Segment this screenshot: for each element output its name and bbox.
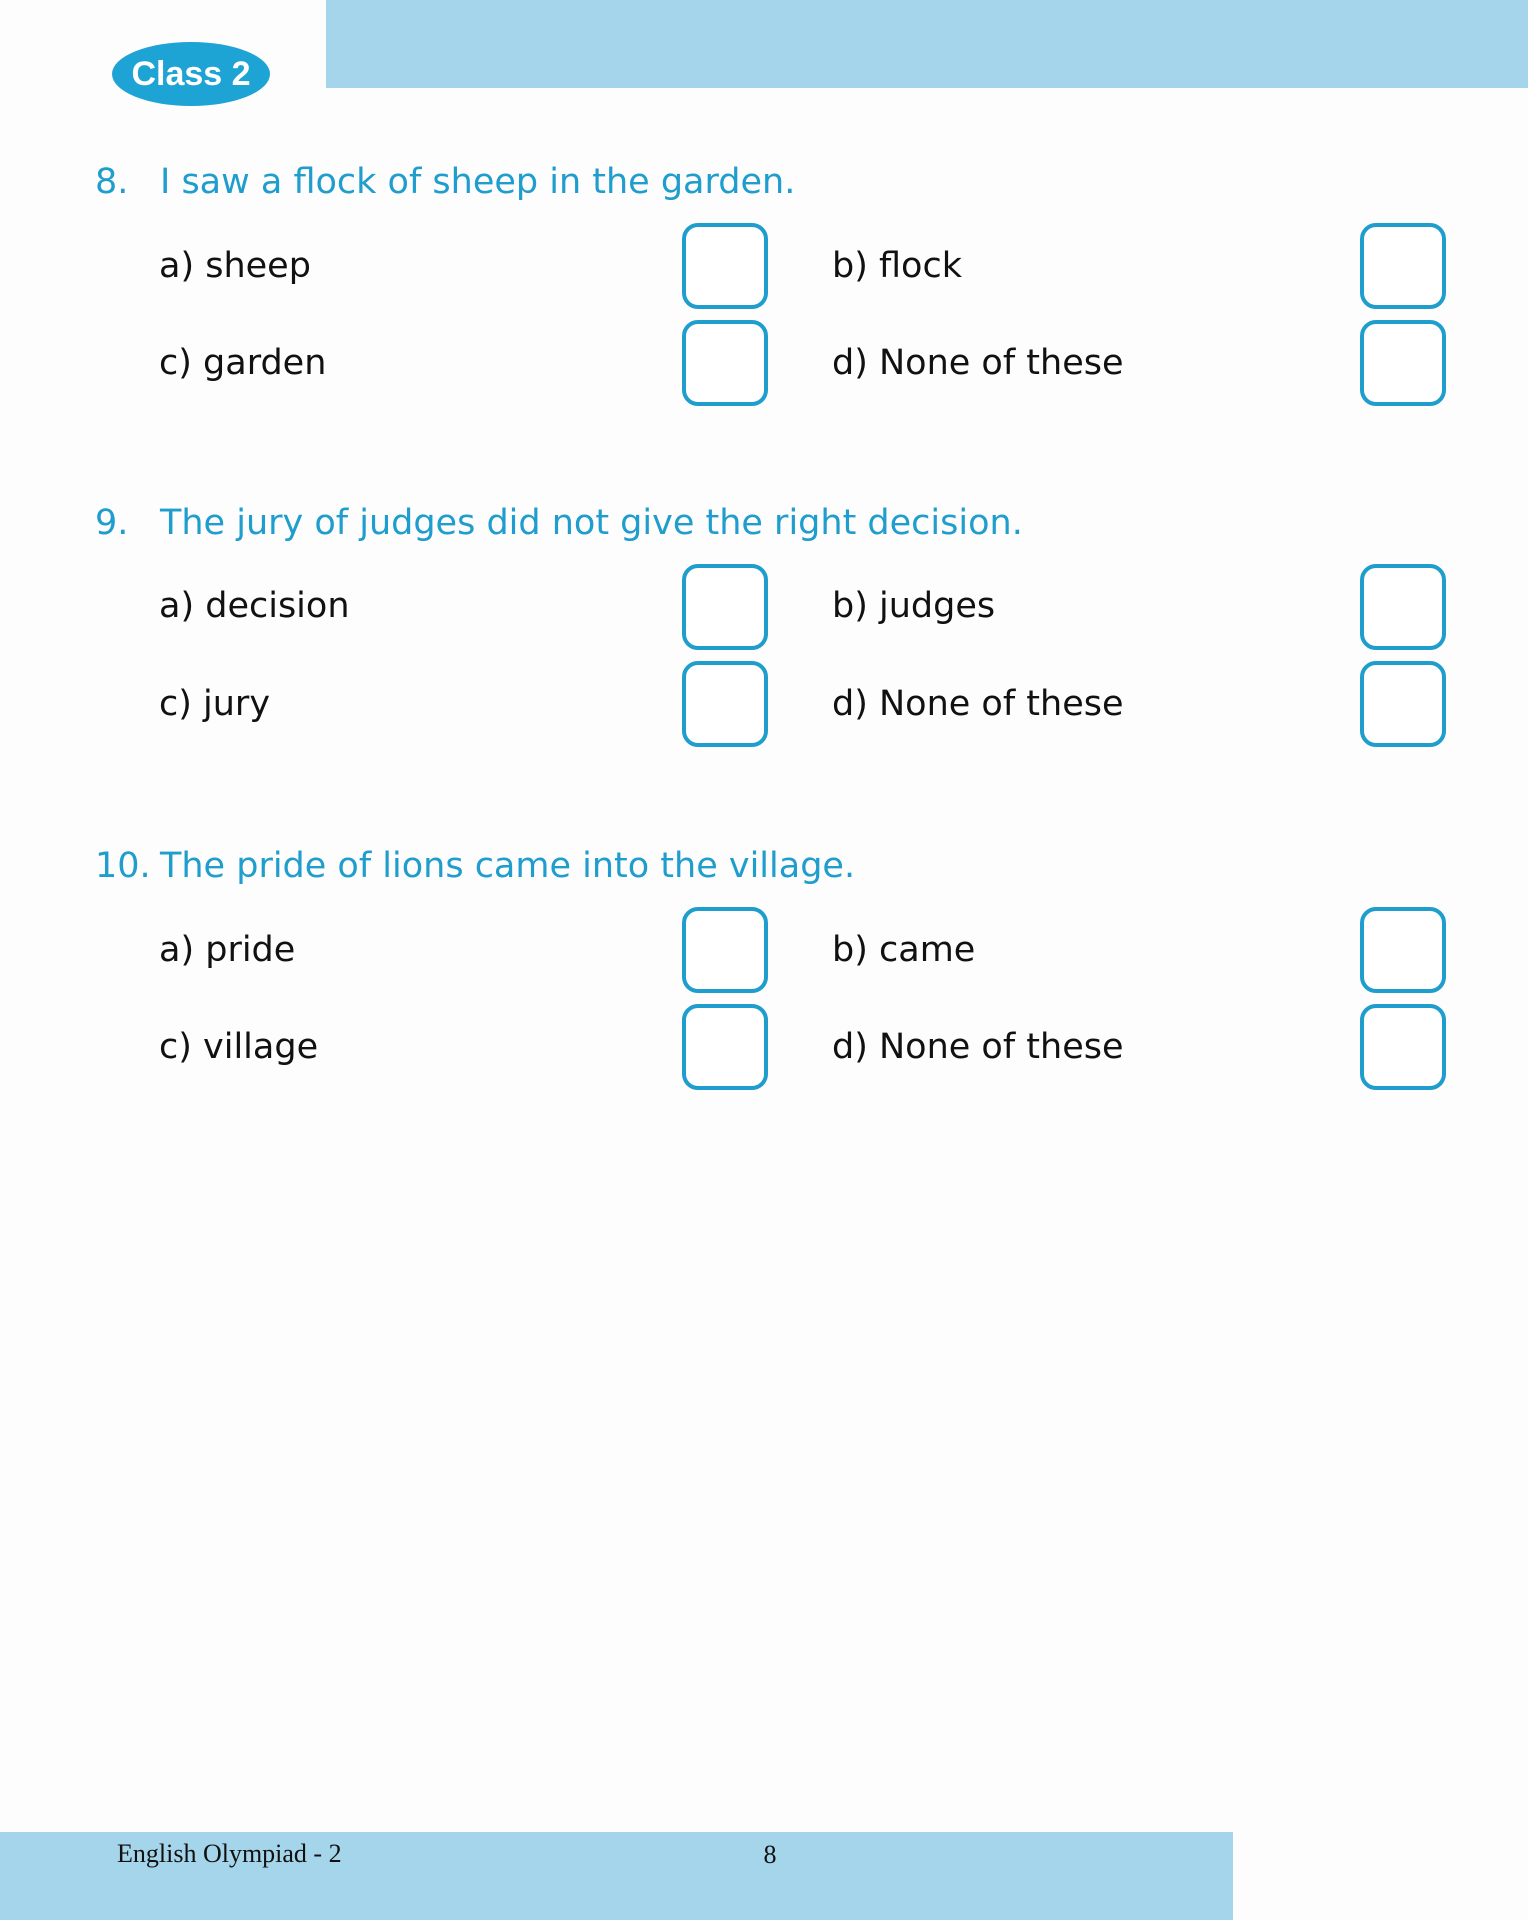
option-8d-label: d) None of these [832,343,1124,383]
option-9d-label: d) None of these [832,684,1124,724]
option-9c-checkbox[interactable] [682,661,768,747]
question-8 [95,162,795,202]
option-10b-label: b) came [832,930,976,970]
option-8c-label: c) garden [159,343,327,383]
question-10 [95,846,855,886]
page-number: 8 [763,1840,777,1869]
option-9a-label: a) decision [159,586,350,626]
question-9 [95,503,1023,543]
option-10a-checkbox[interactable] [682,907,768,993]
option-9c-label: c) jury [159,684,271,724]
option-8a-checkbox[interactable] [682,223,768,309]
question-text: The jury of judges did not give the right decision. [160,503,1023,543]
question-text: I saw a flock of sheep in the garden. [160,162,796,202]
option-10c-label: c) village [159,1027,319,1067]
question-number: 8. [95,162,129,202]
option-10d-checkbox[interactable] [1360,1004,1446,1090]
option-8c-checkbox[interactable] [682,320,768,406]
question-text: The pride of lions came into the village. [160,846,856,886]
header-band [326,0,1528,88]
footer-title: English Olympiad - 2 [117,1839,342,1868]
question-number: 10. [95,846,151,886]
class-badge: Class 2 [112,42,270,106]
option-9a-checkbox[interactable] [682,564,768,650]
option-10a-label: a) pride [159,930,296,970]
option-8b-label: b) flock [832,246,962,286]
option-9b-label: b) judges [832,586,996,626]
option-10c-checkbox[interactable] [682,1004,768,1090]
option-9d-checkbox[interactable] [1360,661,1446,747]
question-number: 9. [95,503,129,543]
option-8d-checkbox[interactable] [1360,320,1446,406]
option-10b-checkbox[interactable] [1360,907,1446,993]
option-8a-label: a) sheep [159,246,311,286]
option-8b-checkbox[interactable] [1360,223,1446,309]
option-10d-label: d) None of these [832,1027,1124,1067]
option-9b-checkbox[interactable] [1360,564,1446,650]
